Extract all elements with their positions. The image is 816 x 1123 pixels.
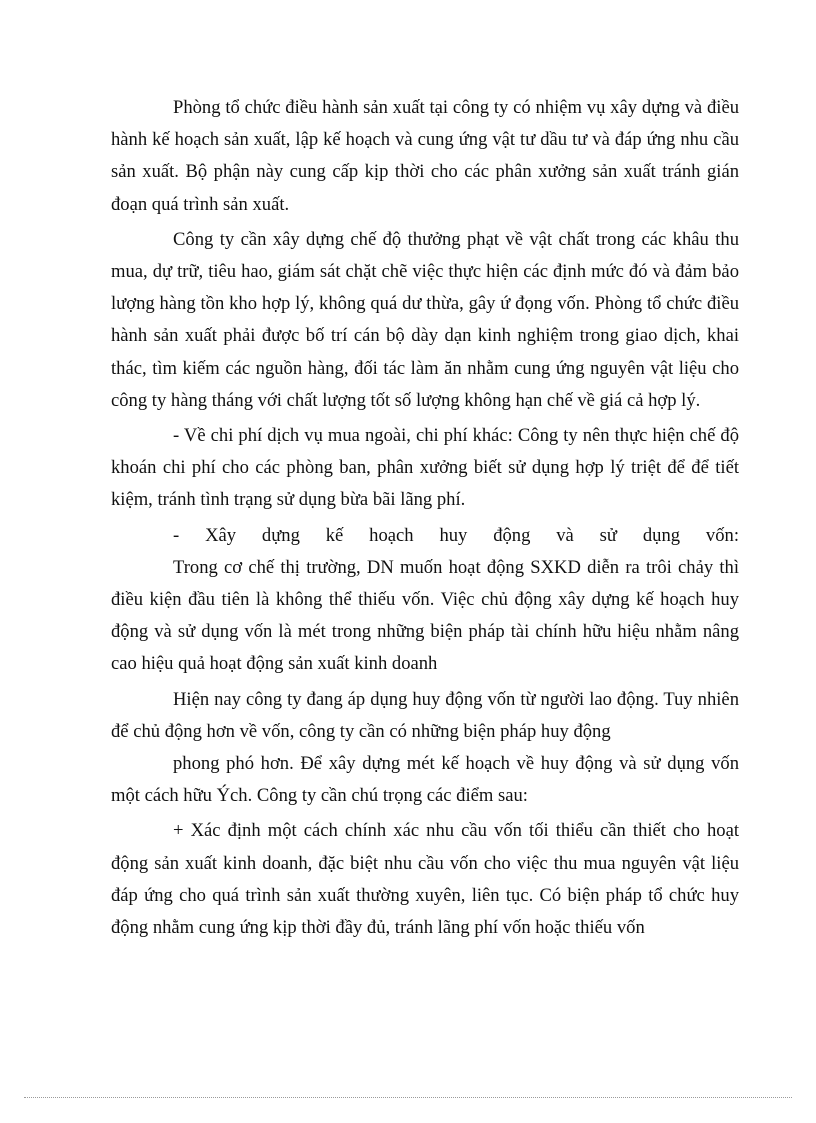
paragraph-capital-needs: + Xác định một cách chính xác nhu cầu vốn tối thiểu cần thiết cho hoạt động sản xuất kinh doanh, đặc biệt nhu cầu vốn cho việc thu mua nguyên vật liệu đáp ứng cho quá trình sản xuất thường xuyên, liên tục. Có biện pháp tổ chức huy động nhằm cung ứng kịp thời đầy đủ, tránh lãng phí vốn hoặc thiếu vốn (111, 820, 739, 939)
paragraph-richer-plan: phong phó hơn. Để xây dựng mét kế hoạch về huy động và sử dụng vốn một cách hữu Ých. Công ty cần chú trọng các điểm sau: (111, 753, 739, 807)
document-body (111, 92, 739, 944)
paragraph-market-mechanism: Trong cơ chế thị trường, DN muốn hoạt động SXKD diễn ra trôi chảy thì điều kiện đầu tiên là không thể thiếu vốn. Việc chủ động xây dựng kế hoạch huy động và sử dụng vốn là mét trong những biện pháp tài chính hữu hiệu nhằm nâng cao hiệu quả hoạt động sản xuất kinh doanh (111, 556, 739, 675)
page-bottom-divider (24, 1097, 792, 1098)
paragraph-current-mobilization: Hiện nay công ty đang áp dụng huy động vốn từ người lao động. Tuy nhiên để chủ động hơn về vốn, công ty cần có những biện pháp huy động (111, 688, 739, 742)
paragraph-service-costs: - Về chi phí dịch vụ mua ngoài, chi phí khác: Công ty nên thực hiện chế độ khoán chi phí cho các phòng ban, phân xưởng biết sử dụng hợp lý triệt để để tiết kiệm, tránh tình trạng sử dụng bừa bãi lãng phí. (111, 425, 739, 511)
paragraph-reward-penalty: Công ty cần xây dựng chế độ thưởng phạt về vật chất trong các khâu thu mua, dự trữ, tiêu hao, giám sát chặt chẽ việc thực hiện các định mức đó và đảm bảo lượng hàng tồn kho hợp lý, không quá dư thừa, gây ứ đọng vốn. Phòng tổ chức điều hành sản xuất phải được bố trí cán bộ dày dạn kinh nghiệm trong giao dịch, khai thác, tìm kiếm các nguồn hàng, đối tác làm ăn nhằm cung ứng nguyên vật liệu cho công ty hàng tháng với chất lượng tốt số lượng không hạn chế về giá cả hợp lý. (111, 228, 739, 411)
heading-capital-plan: - Xây dựng kế hoạch huy động và sử dụng vốn: (173, 524, 739, 546)
paragraph-production-department: Phòng tổ chức điều hành sản xuất tại công ty có nhiệm vụ xây dựng và điều hành kế hoạch sản xuất, lập kế hoạch và cung ứng vật tư dầu tư và đáp ứng nhu cầu sản xuất. Bộ phận này cung cấp kịp thời cho các phân xưởng sản xuất tránh gián đoạn quá trình sản xuất. (111, 97, 739, 215)
